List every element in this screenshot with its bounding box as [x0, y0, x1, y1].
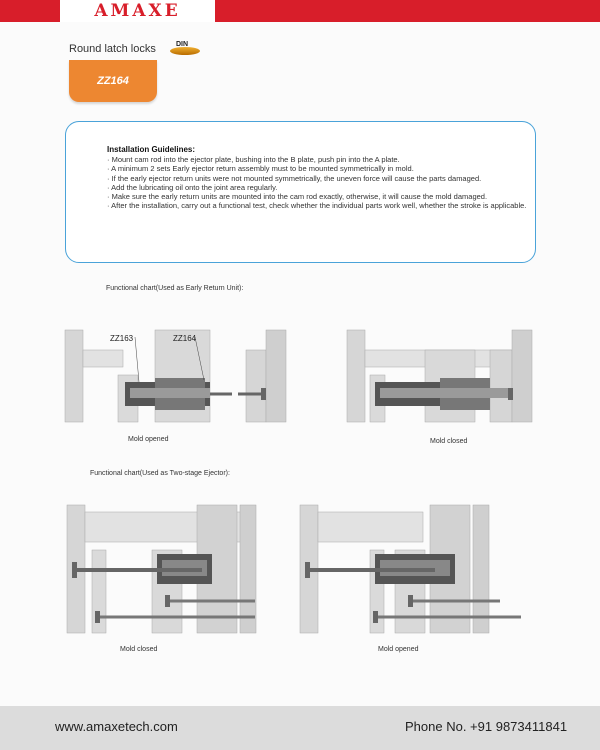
footer-website-link[interactable]: www.amaxetech.com — [55, 719, 178, 734]
guideline-item: · Mount cam rod into the ejector plate, bushing into the B plate, push pin into the A plate. — [107, 155, 400, 164]
guideline-item: · After the installation, carry out a functional test, check whether the individual parts work well, whether the stroke is applicable. — [107, 201, 527, 211]
diagram-early-return-opened — [60, 325, 290, 425]
label-zz163: ZZ163 — [110, 334, 134, 343]
installation-guidelines-box — [65, 121, 536, 263]
header-bar — [0, 0, 600, 22]
chart2-title: Functional chart(Used as Two-stage Ejector): — [90, 470, 230, 477]
diagram-two-stage-closed — [62, 500, 262, 635]
caption-mold-closed-1: Mold closed — [430, 438, 468, 445]
guidelines-list — [107, 155, 527, 211]
guideline-item: · A minimum 2 sets Early ejector return assembly must to be mounted symmetrically in mold. — [107, 164, 414, 174]
guidelines-title: Installation Guidelines: — [107, 145, 196, 154]
chart1-title: Functional chart(Used as Early Return Unit): — [106, 285, 244, 292]
brand-name: AMAXE — [94, 1, 181, 21]
guideline-item: · Make sure the early return units are mounted into the cam rod exactly, otherwise, it will cause the mold damaged. — [107, 192, 488, 202]
guideline-item: · If the early ejector return units were not mounted symmetrically, the uneven force will cause the parts damaged. — [107, 173, 482, 183]
product-code: ZZ164 — [97, 75, 129, 87]
label-zz164: ZZ164 — [173, 334, 197, 343]
brand-logo[interactable] — [60, 0, 215, 22]
diagram-two-stage-opened — [295, 500, 525, 635]
diagram-early-return-closed — [345, 325, 535, 425]
guideline-item: · Add the lubricating oil onto the joint area regularly. — [107, 182, 278, 192]
din-badge-label: DIN — [176, 41, 189, 48]
caption-mold-opened-2: Mold opened — [378, 646, 419, 653]
product-code-tag — [69, 60, 157, 102]
caption-mold-opened-1: Mold opened — [128, 436, 169, 443]
caption-mold-closed-2: Mold closed — [120, 646, 158, 653]
footer-phone: Phone No. +91 9873411841 — [405, 719, 568, 734]
din-badge-icon — [170, 41, 200, 55]
product-title: Round latch locks — [69, 43, 156, 55]
footer — [0, 706, 600, 750]
